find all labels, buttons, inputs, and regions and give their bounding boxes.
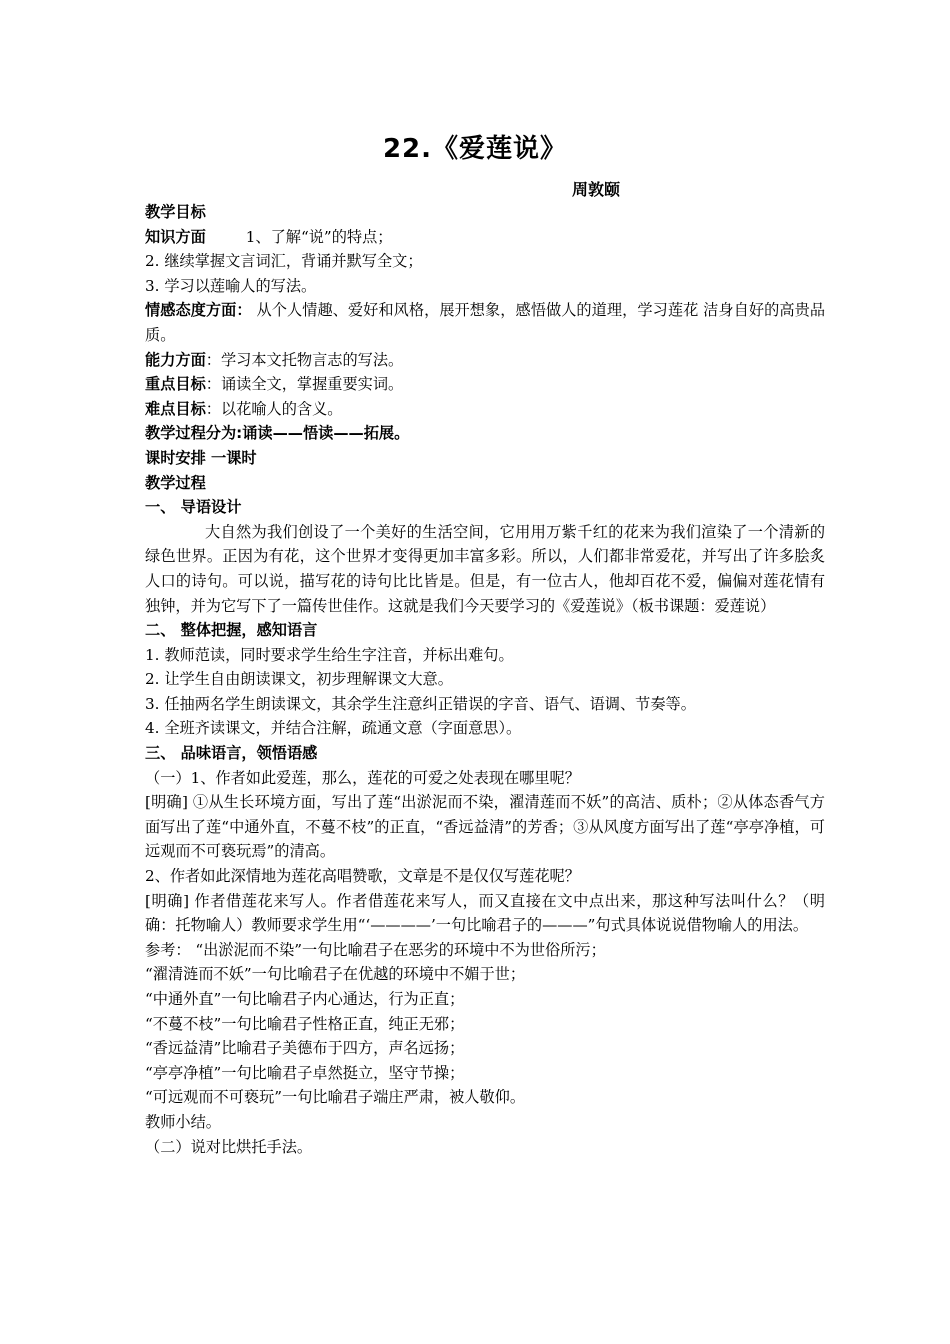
author-name: 周敦颐 — [572, 180, 621, 199]
section3-question-1: （一）1、作者如此爱莲，那么，莲花的可爱之处表现在哪里呢？ — [145, 768, 580, 787]
knowledge-item-1: 1、了解“说”的特点； — [245, 227, 393, 246]
section3-answer-1: [明确] ①从生长环境方面，写出了莲“出淤泥而不染，濯清莲而不妖”的高洁、质朴；②从体态香气方面写出了莲“中通外直，不蔓不枝”的正直，“香远益清”的芳香；③从风度方面写出了莲“亭亭净植，可远观而不可亵玩焉”的清高。 — [145, 793, 825, 861]
section3-question-3: （二）说对比烘托手法。 — [145, 1137, 313, 1156]
ability-label: 能力方面 — [145, 350, 206, 369]
difficult-label: 难点目标 — [145, 399, 206, 418]
page-title: 22.《爱莲说》 — [382, 134, 568, 164]
reference-line: “不蔓不枝”一句比喻君子性格正直，纯正无邪； — [145, 1014, 465, 1033]
reference-line: “可远观而不可亵玩”一句比喻君子端庄严肃，被人敬仰。 — [145, 1088, 526, 1107]
key-label: 重点目标 — [145, 375, 206, 394]
section1-heading: 一、 导语设计 — [145, 498, 242, 517]
teacher-summary: 教师小结。 — [145, 1112, 221, 1131]
reference-line: “中通外直”一句比喻君子内心通达，行为正直； — [145, 990, 465, 1008]
emotion-goal — [145, 298, 825, 347]
knowledge-row — [145, 225, 825, 250]
section3-heading: 三、 品味语言，领悟语感 — [145, 744, 318, 763]
knowledge-item-3: 3. 学习以莲喻人的写法。 — [145, 276, 317, 295]
section1-text: 大自然为我们创设了一个美好的生活空间，它用用万紫千红的花来为我们渲染了一个清新的绿色世界。正因为有花，这个世界才变得更加丰富多彩。所以，人们都非常爱花，并写出了许多脍炙人口的诗句。可以说，描写花的诗句比比皆是。但是，有一位古人，他却百花不爱，偏偏对莲花情有独钟，并为它写下了一篇传世佳作。这就是我们今天要学习的《爱莲说》（板书课题：爱莲说） — [145, 522, 825, 615]
section2-heading: 二、 整体把握，感知语言 — [145, 621, 318, 640]
reference-line: “亭亭净植”一句比喻君子卓然挺立，坚守节操； — [145, 1063, 465, 1082]
key-goal — [145, 372, 825, 397]
reference-line: “香远益清”比喻君子美德布于四方，声名远扬； — [145, 1039, 465, 1058]
ability-text: ：学习本文托物言志的写法。 — [205, 350, 404, 369]
emotion-text: 从个人情趣、爱好和风格，展开想象，感悟做人的道理，学习莲花 洁身自好的高贵品质。 — [145, 301, 826, 344]
section2-item-2: 2. 让学生自由朗读课文，初步理解课文大意。 — [145, 670, 453, 689]
document-body — [145, 200, 825, 1159]
section3-answer-2: [明确] 作者借莲花来写人。作者借莲花来写人，而又直接在文中点出来，那这种写法叫什么？（明确：托物喻人）教师要求学生用“‘————’一句比喻君子的———”句式具体说说借物喻人的用法。 — [145, 891, 825, 935]
section2-item-3: 3. 任抽两名学生朗读课文，其余学生注意纠正错误的字音、语气、语调、节奏等。 — [145, 694, 696, 713]
knowledge-label: 知识方面 — [145, 227, 206, 246]
ability-goal — [145, 348, 825, 373]
emotion-label: 情感态度方面： — [145, 301, 252, 320]
difficult-text: ：以花喻人的含义。 — [205, 399, 343, 418]
reference-line: 参考： “出淤泥而不染”一句比喻君子在恶劣的环境中不为世俗所污； — [145, 940, 606, 959]
goals-heading: 教学目标 — [145, 203, 206, 221]
process-heading: 教学过程 — [145, 473, 206, 492]
schedule: 课时安排 一课时 — [145, 448, 257, 467]
difficult-goal — [145, 397, 825, 422]
section2-item-1: 1. 教师范读，同时要求学生给生字注音，并标出难句。 — [145, 645, 514, 664]
section3-question-2: 2、作者如此深情地为莲花高唱赞歌，文章是不是仅仅写莲花呢？ — [145, 867, 580, 886]
knowledge-item-2: 2. 继续掌握文言词汇，背诵并默写全文； — [145, 252, 423, 271]
reference-line: “濯清涟而不妖”一句比喻君子在优越的环境中不媚于世； — [145, 965, 526, 984]
process-division: 教学过程分为:诵读——悟读——拓展。 — [145, 424, 410, 443]
section2-item-4: 4. 全班齐读课文，并结合注解，疏通文意（字面意思）。 — [145, 719, 522, 738]
key-text: ：诵读全文，掌握重要实词。 — [205, 375, 404, 394]
